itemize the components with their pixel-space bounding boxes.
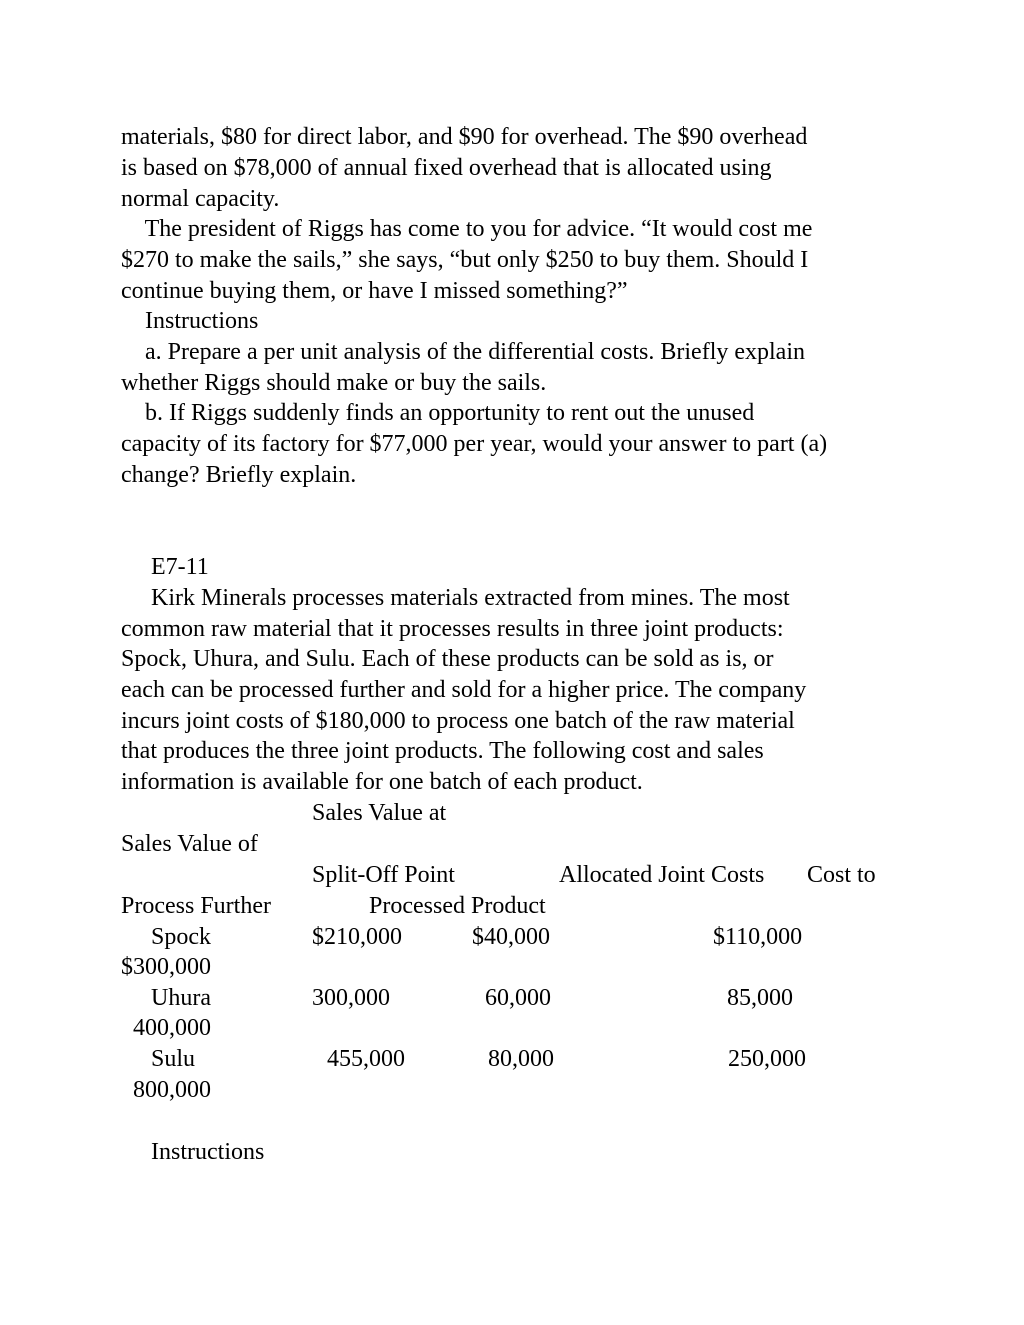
table-cell: $110,000 (713, 924, 803, 950)
table-header: Allocated Joint Costs (559, 862, 765, 888)
table-cell-product: Sulu (151, 1046, 196, 1072)
table-cell: 250,000 (728, 1046, 806, 1072)
text-line: incurs joint costs of $180,000 to process one batch of the raw material (121, 708, 795, 734)
table-cell-product: Spock (151, 924, 211, 950)
instruction-b: b. If Riggs suddenly finds an opportunity to rent out the unused (121, 400, 755, 426)
text-line: is based on $78,000 of annual fixed overhead that is allocated using (121, 155, 772, 181)
table-cell: 455,000 (327, 1046, 405, 1072)
instructions-heading: Instructions (151, 1139, 265, 1165)
text-line: information is available for one batch of each product. (121, 769, 643, 795)
table-header: Processed Product (369, 893, 546, 919)
table-cell-product: Uhura (151, 985, 211, 1011)
text-line: continue buying them, or have I missed something?” (121, 278, 628, 304)
table-cell: 800,000 (133, 1077, 211, 1103)
text-line: capacity of its factory for $77,000 per year, would your answer to part (a) (121, 431, 828, 457)
exercise-id: E7-11 (151, 554, 209, 580)
text-line: The president of Riggs has come to you for advice. “It would cost me (121, 216, 813, 242)
table-header: Process Further (121, 893, 271, 919)
text-line: each can be processed further and sold for a higher price. The company (121, 677, 807, 703)
table-cell: 300,000 (312, 985, 390, 1011)
table-cell: $300,000 (121, 954, 211, 980)
table-cell: 85,000 (727, 985, 793, 1011)
table-cell: $40,000 (472, 924, 550, 950)
text-line: that produces the three joint products. The following cost and sales (121, 738, 764, 764)
table-cell: 80,000 (488, 1046, 554, 1072)
text-line: Kirk Minerals processes materials extracted from mines. The most (121, 585, 790, 611)
text-line: whether Riggs should make or buy the sails. (121, 370, 547, 396)
table-header: Cost to (807, 862, 876, 888)
table-header: Sales Value of (121, 831, 258, 857)
instruction-a: a. Prepare a per unit analysis of the differential costs. Briefly explain (121, 339, 805, 365)
table-cell: $210,000 (312, 924, 402, 950)
table-cell: 60,000 (485, 985, 551, 1011)
text-line: common raw material that it processes results in three joint products: (121, 616, 784, 642)
table-cell: 400,000 (133, 1015, 211, 1041)
text-line: $270 to make the sails,” she says, “but only $250 to buy them. Should I (121, 247, 809, 273)
text-line: Spock, Uhura, and Sulu. Each of these products can be sold as is, or (121, 646, 774, 672)
instructions-heading: Instructions (121, 308, 259, 334)
table-header: Sales Value at (312, 800, 447, 826)
table-header: Split-Off Point (312, 862, 455, 888)
text-line: normal capacity. (121, 186, 280, 212)
text-line: change? Briefly explain. (121, 462, 357, 488)
text-line: materials, $80 for direct labor, and $90 for overhead. The $90 overhead (121, 124, 808, 150)
